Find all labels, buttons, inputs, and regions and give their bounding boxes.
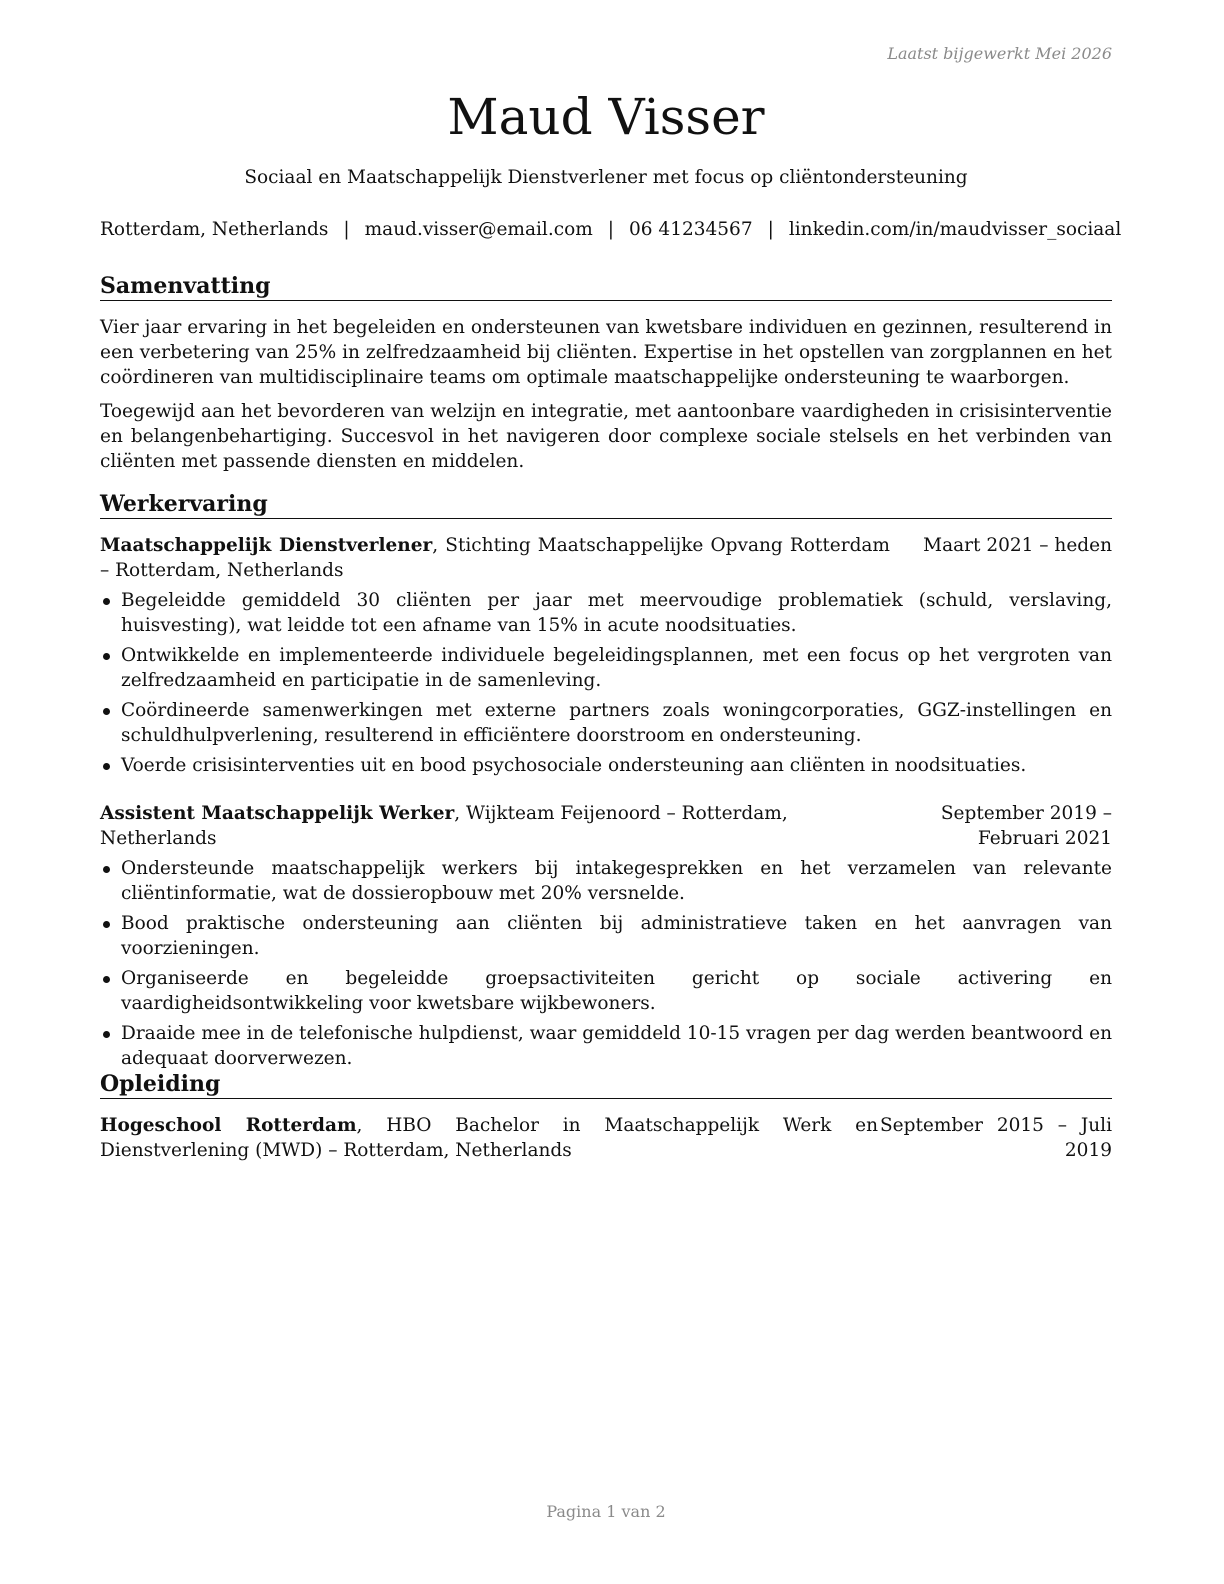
education-section [100,1070,1112,1163]
list-item: Organiseerde en begeleidde groepsactiviteiten gericht op sociale activering en vaardigheidsontwikkeling voor kwetsbare wijkbewoners. [100,966,1112,1016]
education-degree: , HBO Bachelor in Maatschappelijk Werk en Dienstverlening (MWD) – Rotterdam, Netherlands [100,1115,878,1161]
list-item: Ondersteunde maatschappelijk werkers bij intakegesprekken en het verzamelen van relevante cliëntinformatie, wat de dossieropbouw met 20% versnelde. [100,856,1112,906]
section-title-summary: Samenvatting [100,272,1112,301]
job-dates: Maart 2021 – heden [923,535,1112,556]
job-role: Assistent Maatschappelijk Werker [100,803,455,824]
list-item: Ontwikkelde en implementeerde individuele begeleidingsplannen, met een focus op het vergroten van zelfredzaamheid en participatie in de samenleving. [100,643,1112,693]
summary-paragraph: Vier jaar ervaring in het begeleiden en ondersteunen van kwetsbare individuen en gezinnen, resulterend in een verbetering van 25% in zelfredzaamheid bij cliënten. Expertise in het opstellen van zorgplannen en het coördineren van multidisciplinaire teams om optimale maatschappelijke ondersteuning te waarborgen. [100,317,1112,388]
education-entry [100,1113,1112,1163]
experience-section [100,490,1112,1076]
contact-separator: | [607,219,614,240]
candidate-name: Maud Visser [447,88,765,146]
list-item: Coördineerde samenwerkingen met externe partners zoals woningcorporaties, GGZ-instellingen en schuldhulpverlening, resulterend in efficiëntere doorstroom en ondersteuning. [100,698,1112,748]
list-item: Draaide mee in de telefonische hulpdienst, waar gemiddeld 10-15 vragen per dag werden beantwoord en adequaat doorverwezen. [100,1021,1112,1071]
resume-page [100,0,1122,1584]
job-entry [100,533,1112,778]
job-header [100,801,1112,851]
education-dates: September 2015 – Juli 2019 [880,1115,1112,1161]
education-school: Hogeschool Rotterdam [100,1115,357,1136]
contact-linkedin[interactable]: linkedin.com/in/maudvisser_sociaal [788,219,1122,240]
contact-separator: | [767,219,774,240]
job-organization: , Wijkteam Feijenoord – Rotterdam, Netherlands [100,803,788,849]
tagline: Sociaal en Maatschappelijk Dienstverlener met focus op cliëntondersteuning [244,167,968,188]
contact-phone: 06 41234567 [629,219,753,240]
list-item: Begeleidde gemiddeld 30 cliënten per jaar met meervoudige problematiek (schuld, verslaving, huisvesting), wat leidde tot een afname van 15% in acute noodsituaties. [100,588,1112,638]
list-item: Voerde crisisinterventies uit en bood psychosociale ondersteuning aan cliënten in noodsituaties. [100,753,1112,778]
page-number: Pagina 1 van 2 [546,1502,666,1521]
job-organization: , Stichting Maatschappelijke Opvang Rotterdam – Rotterdam, Netherlands [100,535,890,581]
job-dates: September 2019 – Februari 2021 [940,803,1112,849]
section-title-experience: Werkervaring [100,490,1112,519]
job-bullets [100,588,1112,778]
summary-section [100,272,1112,474]
contact-separator: | [343,219,350,240]
contact-location: Rotterdam, Netherlands [100,219,329,240]
job-header [100,533,1112,583]
contact-line [100,219,1122,240]
section-title-education: Opleiding [100,1070,1112,1099]
summary-paragraph: Toegewijd aan het bevorderen van welzijn en integratie, met aantoonbare vaardigheden in crisisinterventie en belangenbehartiging. Succesvol in het navigeren door complexe sociale stelsels en het verbinden van cliënten met passende diensten en middelen. [100,401,1112,472]
job-bullets [100,856,1112,1071]
job-role: Maatschappelijk Dienstverlener [100,535,433,556]
list-item: Bood praktische ondersteuning aan cliënten bij administratieve taken en het aanvragen van voorzieningen. [100,911,1112,961]
job-entry [100,801,1112,1071]
contact-email[interactable]: maud.visser@email.com [364,219,593,240]
last-updated: Laatst bijgewerkt Mei 2026 [887,44,1112,63]
